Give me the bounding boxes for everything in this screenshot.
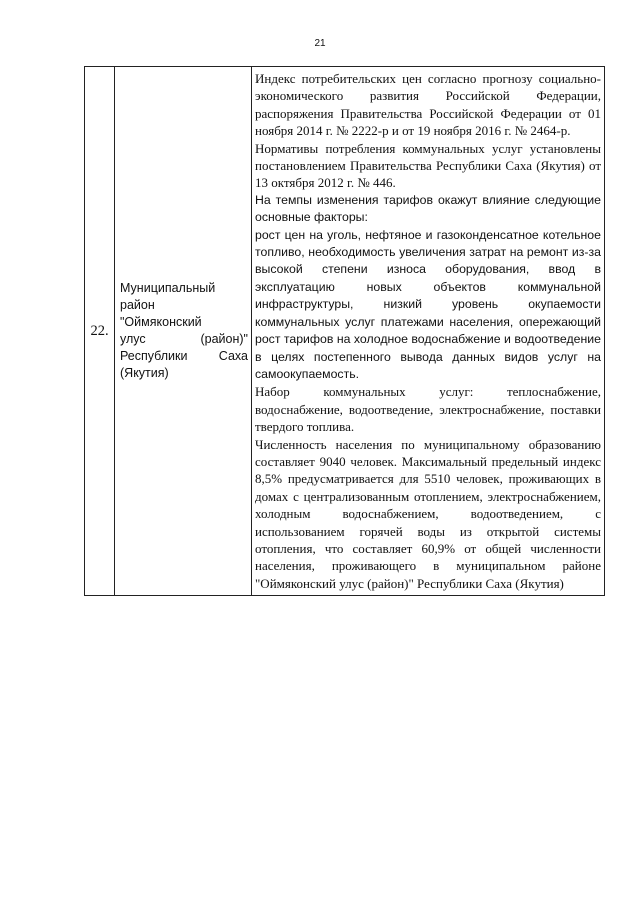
factors-list-paragraph: рост цен на уголь, нефтяное и газоконденсатное котельное топливо, необходимость увеличения затрат на ремонт из-за высокой степени износа оборудования, ввод в эксплуатацию новых объектов коммунальной инфраструктуры, низкий уровень окупаемости коммунальных услуг платежами населения, опережающий рост тарифов на холодное водоснабжение и водоотведение в целях постепенного вывода данных видов услуг на самоокупаемость. <box>255 227 601 381</box>
page-number: 21 <box>314 38 326 49</box>
consumption-norms-paragraph: Нормативы потребления коммунальных услуг установлены постановлением Правительства Республики Саха (Якутия) от 13 октября 2012 г. № 446. <box>255 140 601 191</box>
services-set-paragraph: Набор коммунальных услуг: теплоснабжение, водоснабжение, водоотведение, электроснабжение, поставки твердого топлива. <box>255 384 601 435</box>
factors-intro-paragraph: На темпы изменения тарифов окажут влияние следующие основные факторы: <box>255 192 601 225</box>
municipality-name-line: улус (район)" <box>120 332 248 347</box>
municipality-name-line: "Оймяконский <box>120 315 202 330</box>
municipality-name-line: район <box>120 298 155 313</box>
cpi-paragraph: Индекс потребительских цен согласно прогнозу социально-экономического развития Российской Федерации, распоряжения Правительства Российской Федерации от 01 ноября 2014 г. № 2222-р и от 19 ноября 2016 г. № 2464-р. <box>255 71 601 139</box>
municipality-name-line: (Якутия) <box>120 366 169 381</box>
population-paragraph: Численность населения по муниципальному образованию составляет 9040 человек. Максимальный предельный индекс 8,5% предусматривается для 5510 человек, проживающих в домах с централизованным отоплением, электроснабжением, холодным водоснабжением, водоотведением, с использованием горячей воды из открытой системы отопления, что составляет 60,9% от общей численности населения, проживающего в муниципальном районе "Оймяконский улус (район)" Республики Саха (Якутия) <box>255 436 601 591</box>
row-number: 22. <box>85 67 115 596</box>
municipality-name-cell <box>115 67 252 596</box>
tariff-table <box>84 66 605 596</box>
description-cell <box>252 67 605 596</box>
table-row <box>85 67 605 596</box>
municipality-name-line: Республики Саха <box>120 349 248 364</box>
municipality-name-line: Муниципальный <box>120 281 216 296</box>
